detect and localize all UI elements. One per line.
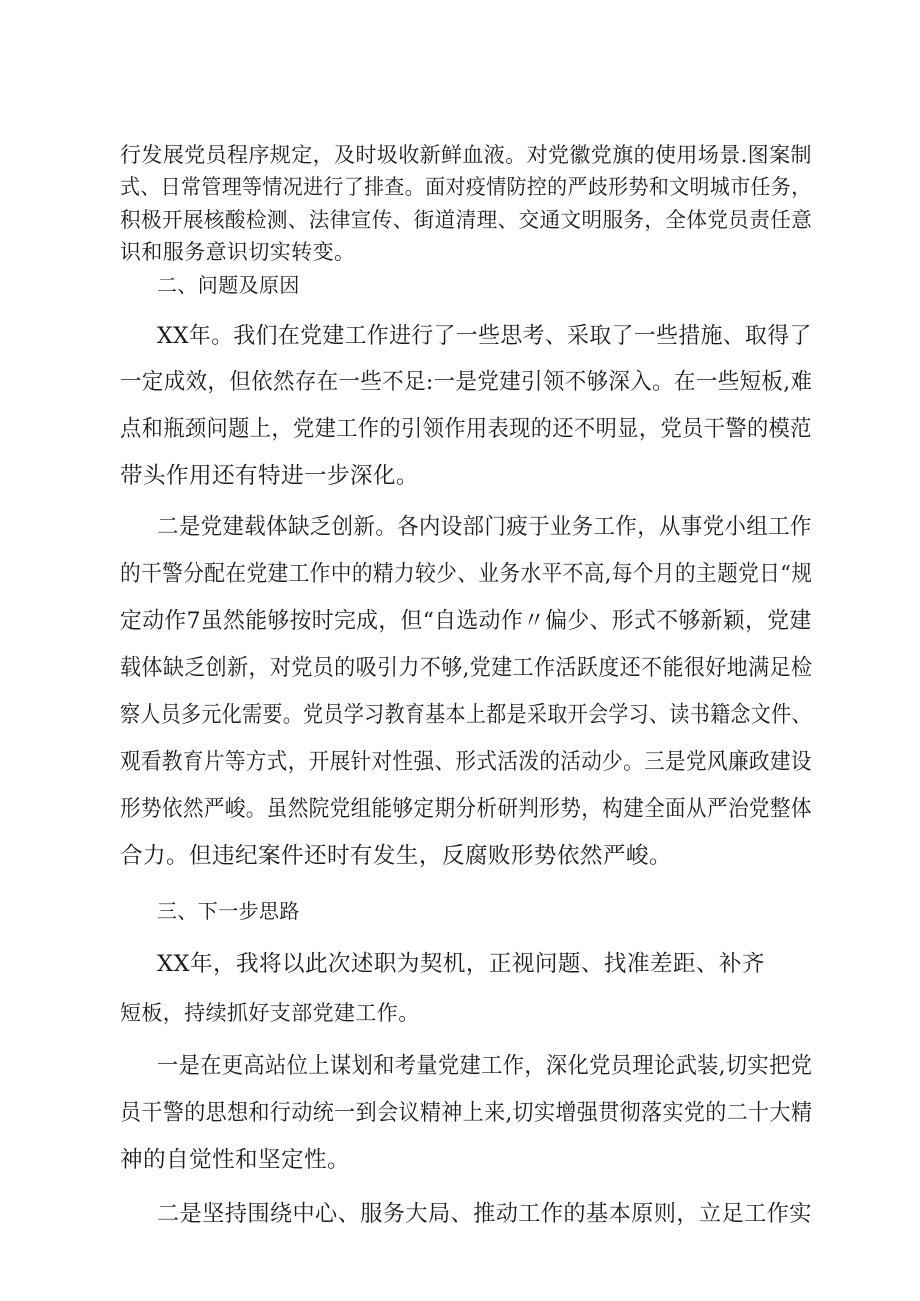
text-line: 察人员多元化需要。党员学习教育基本上都是采取开会学习、读书籍念文件、 bbox=[120, 702, 812, 728]
section-heading: 三、下一步思路 bbox=[157, 899, 300, 923]
text-line: XX年，我将以此次述职为契机，正视问题、找准差距、补齐 bbox=[157, 951, 765, 977]
text-line: 的干警分配在党建工作中的精力较少、业务水平不高,每个月的主题党日“规 bbox=[120, 561, 813, 587]
text-line: 带头作用还有特进一步深化。 bbox=[120, 463, 419, 489]
text-line: 定动作7虽然能够按时完成，但“自选动作〃偏少、形式不够新颖，党建 bbox=[120, 608, 812, 634]
text-line: 短板，持续抓好支部党建工作。 bbox=[120, 1001, 420, 1025]
text-line: 点和瓶颈问题上，党建工作的引领作用表现的还不明显，党员干警的模范 bbox=[120, 416, 812, 442]
text-line: 识和服务意识切实转变。 bbox=[120, 240, 356, 264]
text-line: 二是党建载体缺乏创新。各内设部门疲于业务工作，从事党小组工作 bbox=[157, 514, 812, 540]
text-line: 行发展党员程序规定，及时圾收新鲜血液。对党徽党旗的使用场景.图案制 bbox=[120, 143, 812, 167]
section-heading: 二、问题及原因 bbox=[157, 273, 300, 297]
text-line: 合力。但违纪案件还时有发生，反腐败形势依然严峻。 bbox=[120, 843, 672, 869]
text-line: 一是在更高站位上谋划和考量党建工作，深化党员理论武装,切实把党 bbox=[157, 1053, 813, 1079]
text-line: 一定成效，但依然存在一些不足:一是党建引领不够深入。在一些短板,难 bbox=[120, 369, 813, 395]
text-line: 二是坚持围绕中心、服务大局、推动工作的基本原则，立足工作实 bbox=[157, 1201, 812, 1227]
text-line: 神的自觉性和坚定性。 bbox=[120, 1147, 350, 1173]
text-line: XX年。我们在党建工作进行了一些思考、采取了一些措施、取得了 bbox=[157, 323, 812, 349]
text-line: 员干警的思想和行动统一到会议精神上来,切实增强贯彻落实党的二十大精 bbox=[120, 1100, 813, 1126]
text-line: 形势依然严峻。虽然院党组能够定期分析研判形势，构建全面从严治党整体 bbox=[120, 796, 812, 822]
text-line: 载体缺乏创新，对党员的吸引力不够,党建工作活跃度还不能很好地满足检 bbox=[120, 655, 813, 681]
text-line: 观看教育片等方式，开展针对性强、形式活泼的活动少。三是党风廉政建设 bbox=[120, 749, 812, 775]
text-line: 式、日常管理等情况进行了排查。面对疫情防控的严歧形势和文明城市任务， bbox=[120, 175, 812, 199]
text-line: 积极开展核酸检测、法律宣传、街道清理、交通文明服务，全体党员责任意 bbox=[120, 208, 813, 232]
